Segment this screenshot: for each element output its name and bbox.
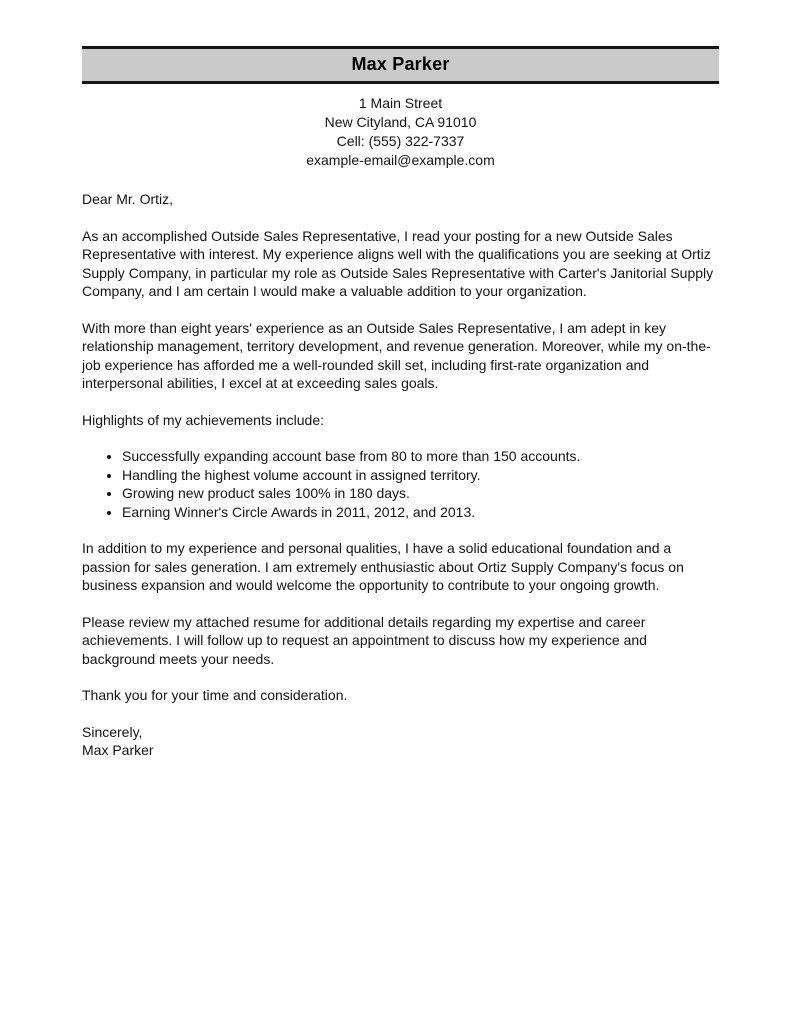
- highlight-item: • Handling the highest volume account in assigned territory.: [122, 466, 719, 485]
- highlights-intro: Highlights of my achievements include:: [82, 411, 325, 428]
- applicant-name: Max Parker: [351, 54, 450, 74]
- highlight-item: • Successfully expanding account base from 80 to more than 150 accounts.: [122, 447, 719, 466]
- contact-city-state-zip: New Cityland, CA 91010: [324, 114, 477, 130]
- paragraph-experience: With more than eight years' experience as an Outside Sales Representative, I am adept in key relationship management, territory development, and revenue generation. Moreover, while my on-the-job experience has afforded me a well-rounded skill set, including first-rate organization and interpersonal abilities, I excel at at exceeding sales goals.: [82, 319, 711, 391]
- paragraph-education: In addition to my experience and personal qualities, I have a solid educational foundation and a passion for sales generation. I am extremely enthusiastic about Ortiz Supply Company's focus on business expansion and would welcome the opportunity to contribute to your ongoing growth.: [82, 540, 684, 593]
- letter-content: [82, 46, 719, 778]
- paragraph-followup: Please review my attached resume for additional details regarding my expertise and career achievements. I will follow up to request an appointment to discuss how my experience and background meets your needs.: [82, 613, 647, 667]
- contact-email: example-email@example.com: [306, 152, 495, 168]
- contact-street: 1 Main Street: [358, 95, 443, 111]
- contact-phone: Cell: (555) 322-7337: [336, 133, 465, 149]
- highlight-item: • Earning Winner's Circle Awards in 2011, 2012, and 2013.: [122, 503, 719, 522]
- valediction: Sincerely,: [82, 723, 143, 740]
- highlight-item: • Growing new product sales 100% in 180 days.: [122, 484, 719, 503]
- highlights-list: [82, 447, 719, 521]
- thanks-line: Thank you for your time and consideration.: [82, 687, 348, 703]
- salutation: Dear Mr. Ortiz,: [82, 191, 174, 207]
- contact-block: [82, 94, 719, 170]
- letter-body: [82, 190, 719, 760]
- paragraph-intro: As an accomplished Outside Sales Representative, I read your posting for a new Outside Sales Representative with interest. My experience aligns well with the qualifications you are seeking at Ortiz Supply Company, in particular my role as Outside Sales Representative with Carter's Janitorial Supply Company, and I am certain I would make a valuable addition to your organization.: [82, 227, 714, 299]
- name-banner: [82, 46, 719, 84]
- signature-name: Max Parker: [82, 742, 154, 758]
